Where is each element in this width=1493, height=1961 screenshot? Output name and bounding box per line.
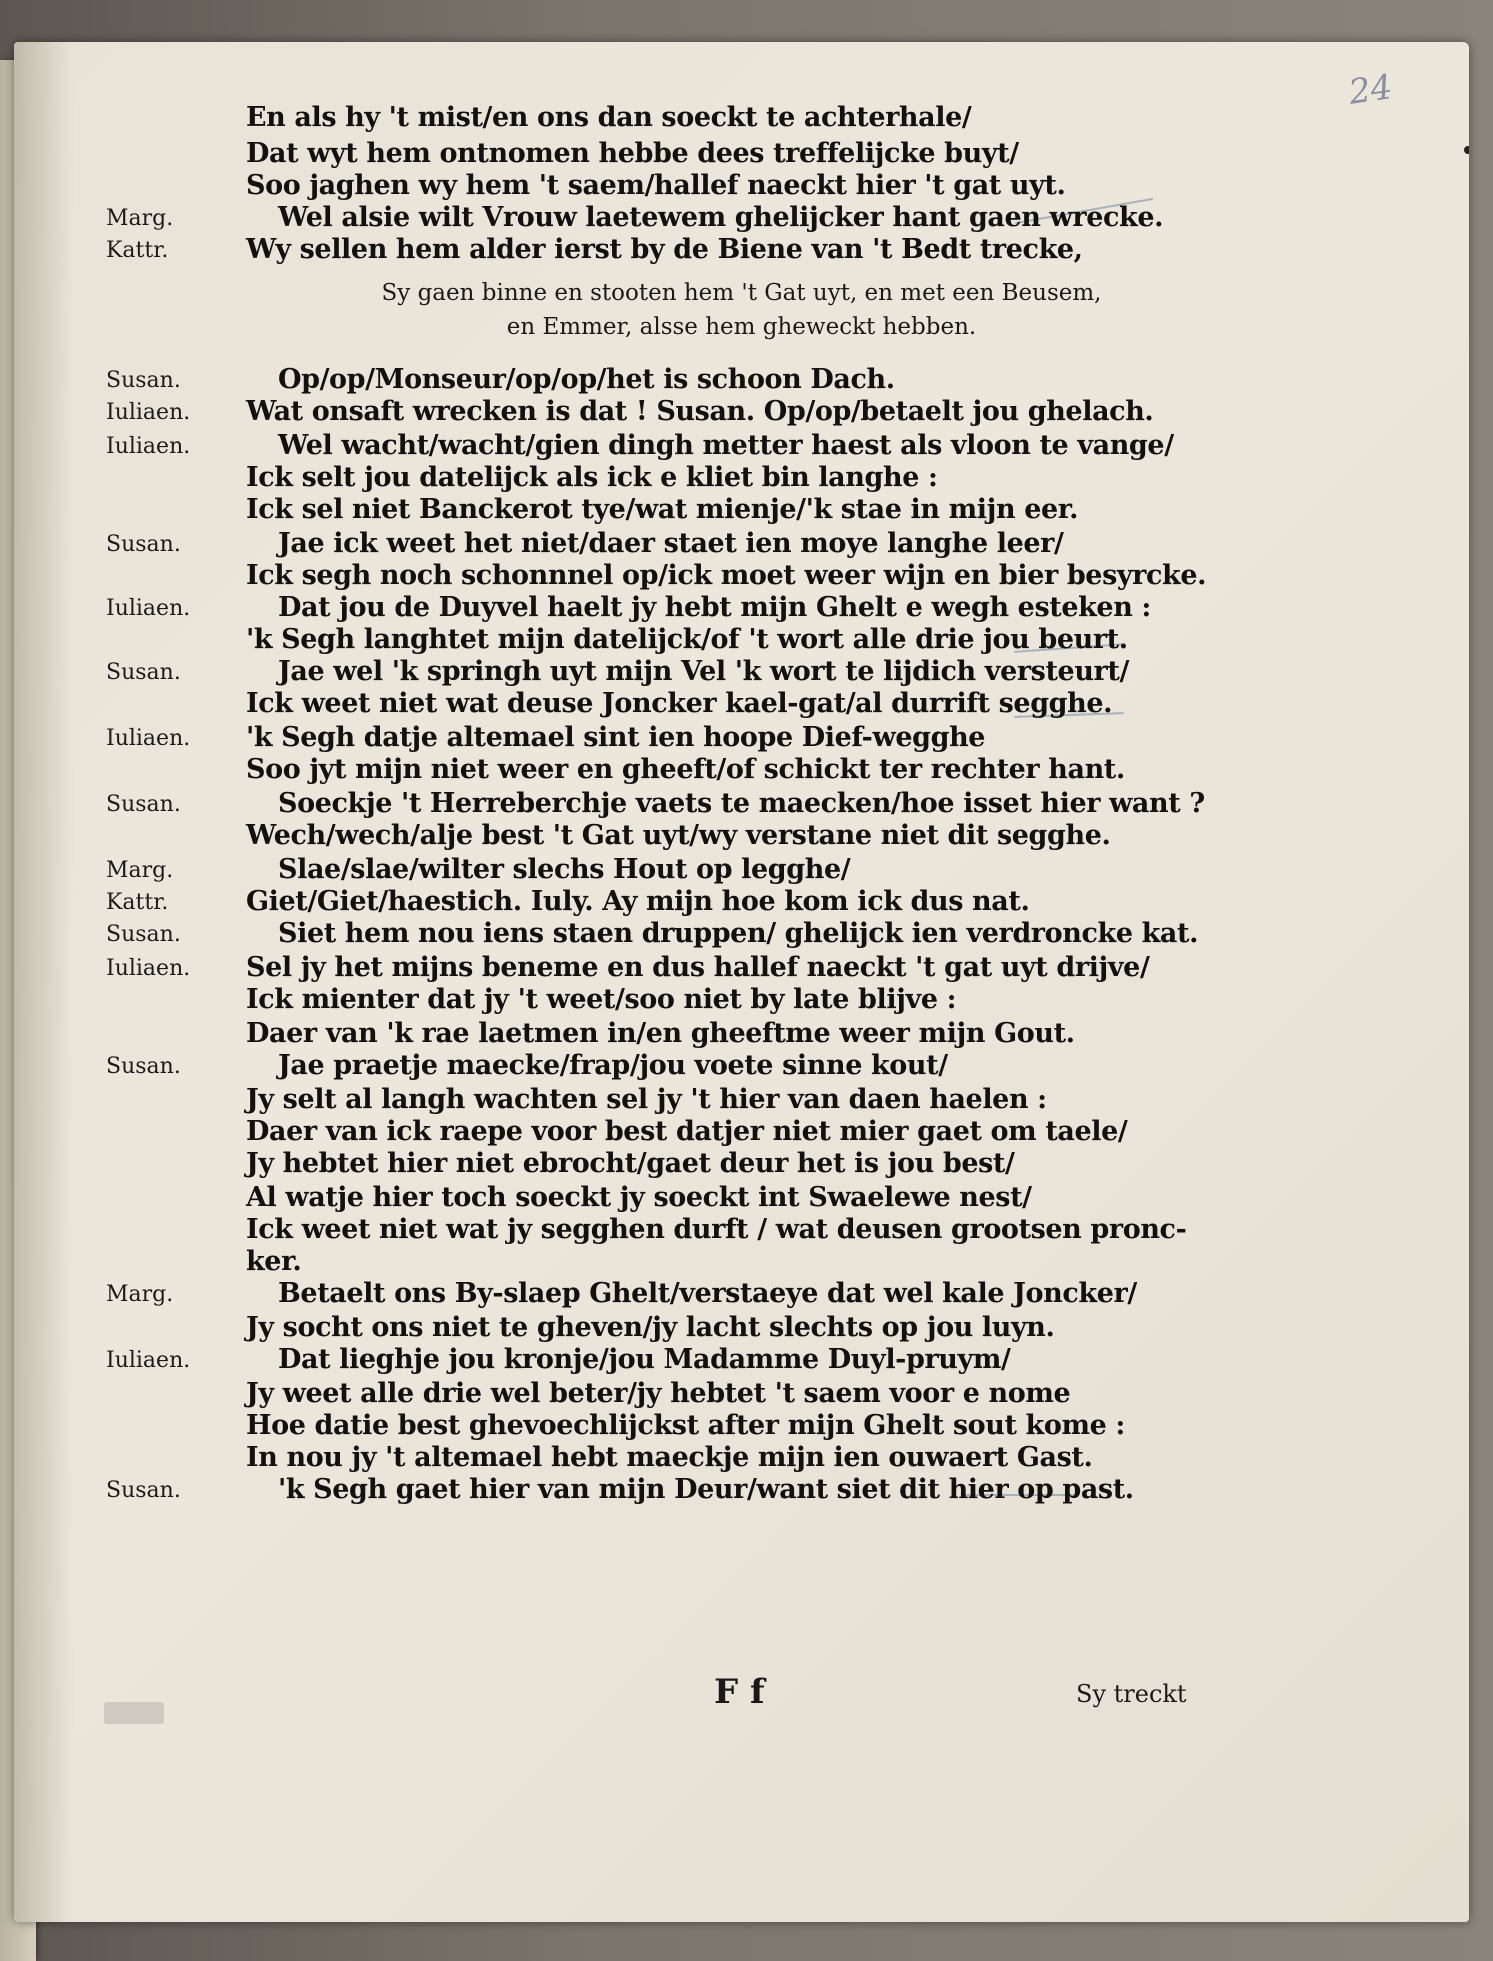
verse-line [14, 102, 1469, 138]
verse-text: Ick weet niet wat jy segghen durft / wat deusen grootsen pronc- [246, 1214, 1187, 1245]
verse-line [14, 364, 1469, 400]
verse-line [14, 1116, 1469, 1152]
verse-line [14, 1050, 1469, 1086]
verse-line [14, 1148, 1469, 1184]
verse-text: In nou jy 't altemael hebt maeckje mijn ien ouwaert Gast. [246, 1442, 1093, 1473]
speaker-name: Susan. [106, 922, 181, 947]
verse-line [14, 754, 1469, 790]
speaker-name: Marg. [106, 858, 174, 883]
verse-line [14, 462, 1469, 498]
verse-text: Ick sel niet Banckerot tye/wat mienje/'k stae in mijn eer. [246, 494, 1079, 525]
verse-line [14, 722, 1469, 758]
verse-line [14, 624, 1469, 660]
verse-text: Wech/wech/alje best 't Gat uyt/wy verstane niet dit segghe. [246, 820, 1111, 851]
verse-line [14, 918, 1469, 954]
verse-text: Dat wyt hem ontnomen hebbe dees treffelijcke buyt/ [246, 138, 1019, 169]
speaker-name: Susan. [106, 792, 181, 817]
verse-text: Al watje hier toch soeckt jy soeckt int Swaelewe nest/ [246, 1182, 1032, 1213]
verse-line [14, 1018, 1469, 1054]
stage-direction-line-1: Sy gaen binne en stooten hem 't Gat uyt, en met een Beusem, [381, 280, 1102, 306]
verse-text: Slae/slae/wilter slechs Hout op legghe/ [278, 854, 851, 885]
speaker-name: Marg. [106, 1282, 174, 1307]
speaker-name: Susan. [106, 368, 181, 393]
verse-line [14, 202, 1469, 238]
folio-number: 24 [1346, 67, 1395, 113]
speaker-name: Iuliaen. [106, 596, 191, 621]
verse-text: Op/op/Monseur/op/op/het is schoon Dach. [278, 364, 895, 395]
verse-text: Jae praetje maecke/frap/jou voete sinne kout/ [278, 1050, 948, 1081]
verse-text: Hoe datie best ghevoechlijckst after mijn Ghelt sout kome : [246, 1410, 1125, 1441]
ink-bleed [104, 1702, 164, 1724]
verse-line [14, 1214, 1469, 1250]
verse-line [14, 396, 1469, 432]
catchword: Sy treckt [1076, 1680, 1187, 1708]
speaker-name: Susan. [106, 532, 181, 557]
verse-line [14, 1344, 1469, 1380]
verse-line [14, 1312, 1469, 1348]
verse-text: Wy sellen hem alder ierst by de Biene van 't Bedt trecke, [246, 234, 1083, 265]
verse-text: Sel jy het mijns beneme en dus hallef naeckt 't gat uyt drijve/ [246, 952, 1150, 983]
verse-text: Daer van 'k rae laetmen in/en gheeftme weer mijn Gout. [246, 1018, 1075, 1049]
verse-line [14, 494, 1469, 530]
verse-line [14, 234, 1469, 270]
verse-text: Ick weet niet wat deuse Joncker kael-gat/al durrift segghe. [246, 688, 1113, 719]
verse-line [14, 1474, 1469, 1510]
verse-text: Jae ick weet het niet/daer staet ien moye langhe leer/ [278, 528, 1064, 559]
verse-line [14, 1442, 1469, 1478]
speaker-name: Susan. [106, 1054, 181, 1079]
verse-line [14, 984, 1469, 1020]
verse-line [14, 592, 1469, 628]
verse-text: Siet hem nou iens staen druppen/ ghelijck ien verdroncke kat. [278, 918, 1199, 949]
verse-text: Daer van ick raepe voor best datjer niet mier gaet om taele/ [246, 1116, 1128, 1147]
speaker-name: Marg. [106, 206, 174, 231]
verse-line [14, 170, 1469, 206]
verse-line [14, 854, 1469, 890]
verse-text: Soo jyt mijn niet weer en gheeft/of schickt ter rechter hant. [246, 754, 1125, 785]
verse-text: Dat lieghje jou kronje/jou Madamme Duyl-pruym/ [278, 1344, 1011, 1375]
speaker-name: Iuliaen. [106, 400, 191, 425]
book-page [14, 42, 1469, 1922]
verse-text: Wat onsaft wrecken is dat ! Susan. Op/op/betaelt jou ghelach. [246, 396, 1154, 427]
verse-line [14, 1084, 1469, 1120]
verse-text: ker. [246, 1246, 302, 1277]
speaker-name: Susan. [106, 660, 181, 685]
verse-text: Jy weet alle drie wel beter/jy hebtet 't saem voor e nome [246, 1378, 1071, 1409]
verse-line [14, 560, 1469, 596]
verse-text: En als hy 't mist/en ons dan soeckt te achterhale/ [246, 102, 972, 133]
verse-text: Giet/Giet/haestich. Iuly. Ay mijn hoe kom ick dus nat. [246, 886, 1030, 917]
verse-text: 'k Segh gaet hier van mijn Deur/want siet dit hier op past. [278, 1474, 1134, 1505]
verse-line [14, 886, 1469, 922]
verse-text: Ick selt jou datelijck als ick e kliet bin langhe : [246, 462, 938, 493]
stage-direction-line-2: en Emmer, alsse hem gheweckt hebben. [506, 314, 977, 340]
verse-text: Jae wel 'k springh uyt mijn Vel 'k wort te lijdich versteurt/ [278, 656, 1129, 687]
verse-text: Wel alsie wilt Vrouw laetewem ghelijcker hant gaen wrecke. [278, 202, 1164, 233]
speaker-name: Susan. [106, 1478, 181, 1503]
verse-text: 'k Segh datje altemael sint ien hoope Dief-wegghe [246, 722, 986, 753]
verse-line [14, 528, 1469, 564]
verse-line [14, 788, 1469, 824]
speaker-name: Kattr. [106, 890, 169, 915]
verse-text: Soo jaghen wy hem 't saem/hallef naeckt hier 't gat uyt. [246, 170, 1066, 201]
verse-line [14, 1378, 1469, 1414]
verse-line [14, 1246, 1469, 1282]
verse-line [14, 1278, 1469, 1314]
speaker-name: Iuliaen. [106, 434, 191, 459]
verse-line [14, 688, 1469, 724]
verse-line [14, 138, 1469, 174]
verse-line [14, 1410, 1469, 1446]
verse-text: Jy socht ons niet te gheven/jy lacht slechts op jou luyn. [246, 1312, 1055, 1343]
verse-line [14, 820, 1469, 856]
verse-line [14, 1182, 1469, 1218]
speaker-name: Iuliaen. [106, 726, 191, 751]
verse-text: Jy selt al langh wachten sel jy 't hier van daen haelen : [246, 1084, 1047, 1115]
speaker-name: Kattr. [106, 238, 169, 263]
speaker-name: Iuliaen. [106, 1348, 191, 1373]
verse-text: Soeckje 't Herreberchje vaets te maecken/hoe isset hier want ? [278, 788, 1205, 819]
verse-text: Jy hebtet hier niet ebrocht/gaet deur het is jou best/ [246, 1148, 1015, 1179]
verse-text: 'k Segh langhtet mijn datelijck/of 't wort alle drie jou beurt. [246, 624, 1128, 655]
signature-mark: F f [714, 1672, 765, 1712]
verse-text: Ick mienter dat jy 't weet/soo niet by late blijve : [246, 984, 957, 1015]
verse-text: Wel wacht/wacht/gien dingh metter haest als vloon te vange/ [278, 430, 1174, 461]
verse-text: Dat jou de Duyvel haelt jy hebt mijn Ghelt e wegh esteken : [278, 592, 1151, 623]
verse-line [14, 656, 1469, 692]
verse-line [14, 952, 1469, 988]
verse-text: Betaelt ons By-slaep Ghelt/verstaeye dat wel kale Joncker/ [278, 1278, 1137, 1309]
speaker-name: Iuliaen. [106, 956, 191, 981]
verse-text: Ick segh noch schonnnel op/ick moet weer wijn en bier besyrcke. [246, 560, 1207, 591]
verse-line [14, 430, 1469, 466]
